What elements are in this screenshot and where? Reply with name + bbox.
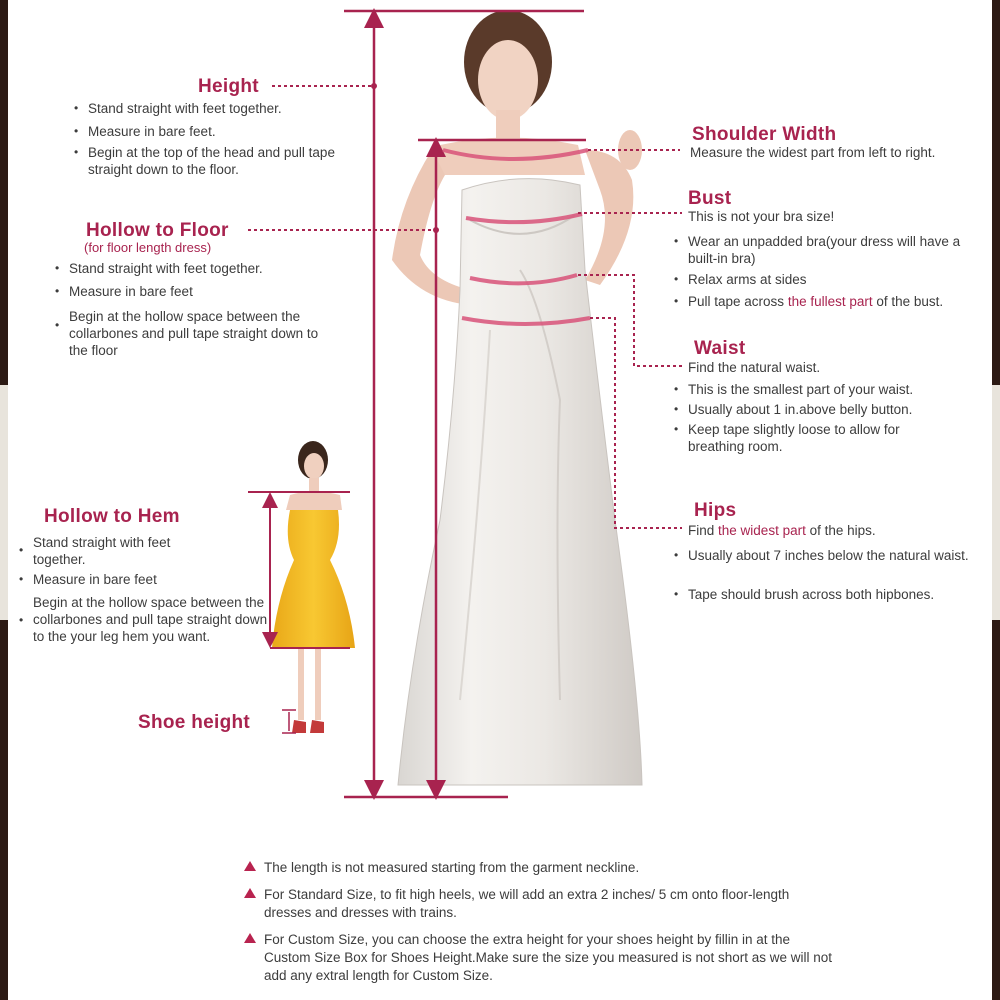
note-3: For Custom Size, you can choose the extra height for your shoes height by fillin in at the Custom Size Box for Shoes Height.Make sure the size you measured is not short as we will not add any extral length for Custom Size. [246, 931, 836, 985]
bullet-dot-icon: • [674, 272, 679, 286]
bullet-dot-icon: • [55, 318, 60, 332]
bust-item-3: • Relax arms at sides [674, 272, 807, 287]
bullet-dot-icon: • [674, 382, 679, 396]
bust-item-4: • Pull tape across the fullest part of the bust. [674, 294, 944, 309]
hollow-to-hem-title: Hollow to Hem [44, 506, 180, 527]
waist-title: Waist [694, 338, 746, 359]
height-item-1: • Stand straight with feet together. [74, 101, 282, 116]
bullet-dot-icon: • [674, 587, 679, 601]
height-item-3: • Begin at the top of the head and pull tape straight down to the floor. [74, 145, 335, 177]
hollow-to-floor-item-1: • Stand straight with feet together. [55, 261, 263, 276]
hollow-to-floor-subtitle: (for floor length dress) [84, 240, 212, 255]
bullet-dot-icon: • [19, 543, 24, 557]
waist-item-3: • Usually about 1 in.above belly button. [674, 402, 913, 417]
hem-model-figure [272, 441, 355, 733]
hollow-to-hem-item-2: • Measure in bare feet [19, 572, 157, 587]
hollow-to-hem-item-1: • Stand straight with feet together. [19, 535, 171, 567]
bullet-dot-icon: • [74, 124, 79, 138]
bullet-dot-icon: • [19, 572, 24, 586]
warning-triangle-icon [244, 933, 256, 943]
height-title: Height [198, 76, 259, 97]
warning-triangle-icon [244, 888, 256, 898]
bullet-dot-icon: • [74, 101, 79, 115]
bullet-dot-icon: • [674, 294, 679, 308]
bust-highlight: the fullest part [787, 294, 873, 309]
bullet-dot-icon: • [74, 145, 79, 159]
hollow-to-hem-item-3: • Begin at the hollow space between the collarbones and pull tape straight down to the your leg hem you want. [19, 595, 268, 644]
note-2: For Standard Size, to fit high heels, we will add an extra 2 inches/ 5 cm onto floor-length dresses and dresses with trains. [246, 886, 836, 922]
bullet-dot-icon: • [19, 613, 24, 627]
waist-item-1: Find the natural waist. [688, 360, 821, 375]
height-item-2: • Measure in bare feet. [74, 124, 216, 139]
shoulder-width-item-1: Measure the widest part from left to right. [690, 145, 936, 160]
hollow-to-floor-title: Hollow to Floor [86, 220, 229, 241]
hollow-to-floor-item-2: • Measure in bare feet [55, 284, 193, 299]
bullet-dot-icon: • [674, 422, 679, 436]
note-1: The length is not measured starting from the garment neckline. [246, 859, 836, 877]
bullet-dot-icon: • [55, 284, 60, 298]
waist-item-2: • This is the smallest part of your waist. [674, 382, 914, 397]
model-figure [392, 10, 642, 785]
hips-item-1: Find the widest part of the hips. [688, 523, 876, 538]
shoulder-width-title: Shoulder Width [692, 124, 837, 145]
bust-item-2: • Wear an unpadded bra(your dress will have a built-in bra) [674, 234, 961, 266]
waist-item-4: • Keep tape slightly loose to allow for breathing room. [674, 422, 900, 454]
warning-triangle-icon [244, 861, 256, 871]
bust-title: Bust [688, 188, 732, 209]
hips-item-2: • Usually about 7 inches below the natural waist. [674, 548, 969, 563]
bust-item-1: This is not your bra size! [688, 209, 835, 224]
bullet-dot-icon: • [674, 548, 679, 562]
hollow-to-floor-item-3: • Begin at the hollow space between the collarbones and pull tape straight down to the floor [55, 309, 319, 358]
bullet-dot-icon: • [674, 234, 679, 248]
hips-highlight: the widest part [718, 523, 806, 538]
bullet-dot-icon: • [674, 402, 679, 416]
hips-item-3: • Tape should brush across both hipbones. [674, 587, 935, 602]
bullet-dot-icon: • [55, 261, 60, 275]
hips-title: Hips [694, 500, 737, 521]
shoe-height-title: Shoe height [138, 712, 251, 733]
